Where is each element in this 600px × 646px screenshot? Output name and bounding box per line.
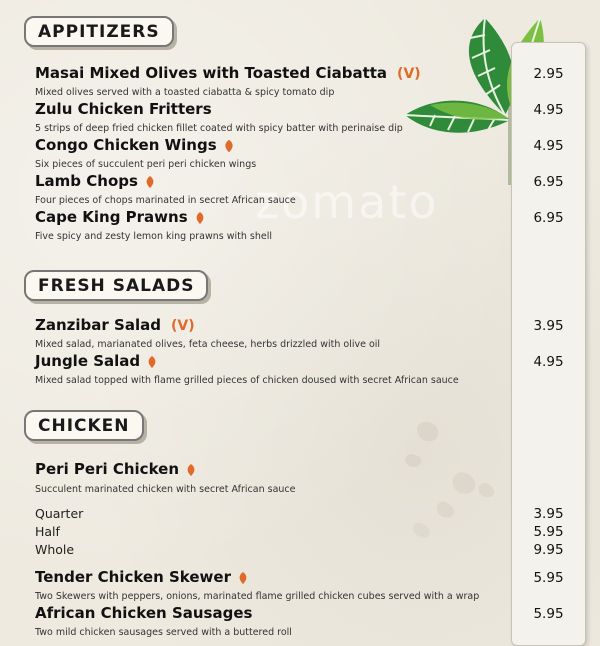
menu-item-price: 5.95 — [533, 570, 564, 586]
menu-item-price: 6.95 — [533, 210, 564, 226]
section-header-chicken: CHICKEN — [24, 410, 144, 441]
vegetarian-badge: (V) — [170, 318, 195, 334]
menu-item-name: Zulu Chicken Fritters — [35, 100, 212, 118]
menu-item-name — [35, 208, 206, 226]
menu-item-name — [35, 64, 421, 82]
chili-leaf-icon — [237, 571, 249, 585]
menu-item-name — [35, 136, 235, 154]
section-header-fresh-salads: FRESH SALADS — [24, 270, 208, 301]
item-name-text: Jungle Salad — [35, 352, 141, 370]
menu-item-name — [35, 316, 195, 334]
chili-leaf-icon — [223, 139, 235, 153]
menu-item-description: Two mild chicken sausages served with a buttered roll — [35, 627, 292, 638]
menu-item-name — [35, 568, 249, 586]
menu-item-description: Mixed salad, marianated olives, feta cheese, herbs drizzled with olive oil — [35, 339, 381, 350]
menu-item-description: Six pieces of succulent peri peri chicken wings — [35, 159, 257, 170]
chili-leaf-icon — [144, 175, 156, 189]
menu-item-price: 4.95 — [533, 138, 564, 154]
menu-item-name: African Chicken Sausages — [35, 604, 253, 622]
chili-leaf-icon — [194, 211, 206, 225]
menu-item-description: Five spicy and zesty lemon king prawns with shell — [35, 231, 273, 242]
menu-item-description: Four pieces of chops marinated in secret African sauce — [35, 195, 296, 206]
menu-item-description: Two Skewers with peppers, onions, marinated flame grilled chicken cubes served with a wrap — [35, 591, 480, 602]
size-option-price: 3.95 — [533, 506, 564, 522]
size-option-label: Half — [35, 524, 60, 539]
menu-item-description: Mixed salad topped with flame grilled pieces of chicken doused with secret African sauce — [35, 375, 459, 386]
chili-leaf-icon — [185, 463, 197, 477]
section-header-appetizers: APPITIZERS — [24, 16, 174, 47]
menu-item-price: 3.95 — [533, 318, 564, 334]
menu-item-name — [35, 172, 156, 190]
menu-item-price: 6.95 — [533, 174, 564, 190]
menu-item-price: 4.95 — [533, 102, 564, 118]
menu-item-description: Mixed olives served with a toasted ciabatta & spicy tomato dip — [35, 87, 335, 98]
menu-item-price: 2.95 — [533, 66, 564, 82]
menu-item-description: Succulent marinated chicken with secret African sauce — [35, 484, 296, 495]
size-option-label: Whole — [35, 542, 75, 557]
item-name-text: Cape King Prawns — [35, 208, 188, 226]
menu-item-name — [35, 352, 158, 370]
menu-item-description: 5 strips of deep fried chicken fillet coated with spicy batter with perinaise dip — [35, 123, 403, 134]
faded-leaves-decoration — [395, 405, 515, 555]
size-option-price: 5.95 — [533, 524, 564, 540]
item-name-text: Tender Chicken Skewer — [35, 568, 231, 586]
menu-item-name — [35, 460, 197, 478]
item-name-text: Masai Mixed Olives with Toasted Ciabatta — [35, 64, 388, 82]
watermark: zomato — [255, 175, 439, 229]
menu-item-price: 5.95 — [533, 606, 564, 622]
item-name-text: Lamb Chops — [35, 172, 138, 190]
chili-leaf-icon — [146, 355, 158, 369]
size-option-price: 9.95 — [533, 542, 564, 558]
item-name-text: Zanzibar Salad — [35, 316, 161, 334]
vegetarian-badge: (V) — [397, 66, 421, 82]
menu-item-price: 4.95 — [533, 354, 564, 370]
item-name-text: Peri Peri Chicken — [35, 460, 180, 478]
size-option-label: Quarter — [35, 506, 84, 521]
item-name-text: Congo Chicken Wings — [35, 136, 217, 154]
